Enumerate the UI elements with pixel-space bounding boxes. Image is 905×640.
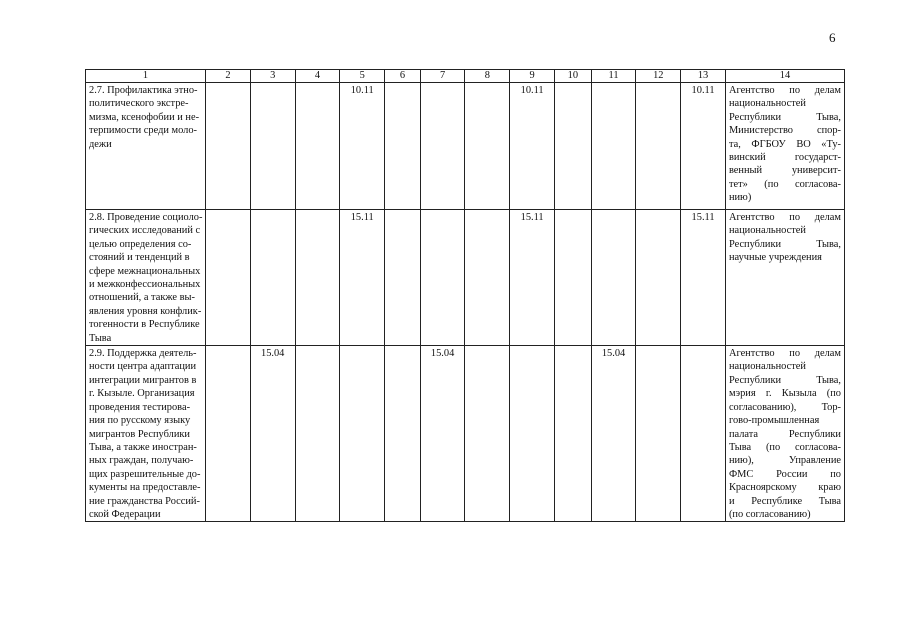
- responsible-line: (по согласованию): [728, 508, 811, 520]
- description-line: тогенности в Республике: [89, 319, 200, 331]
- description-line: явления уровня конфлик-: [89, 305, 202, 317]
- measure-description-cell: [86, 346, 206, 522]
- responsible-line: национальностей: [728, 98, 806, 110]
- description-line: проведения тестирова-: [89, 401, 191, 413]
- description-line: ской Федерации: [89, 508, 161, 520]
- responsible-line: та, ФГБОУ ВО «Ту-: [728, 138, 841, 150]
- description-line: ния по русскому языку: [89, 415, 191, 427]
- date-cell: [510, 346, 555, 522]
- date-cell: [206, 210, 251, 346]
- date-cell: 15.04: [591, 346, 636, 522]
- page-number: 6: [829, 30, 836, 45]
- description-line: целью определения со-: [89, 238, 192, 250]
- column-header: 4: [295, 70, 340, 83]
- date-cell: [250, 210, 295, 346]
- date-cell: [591, 210, 636, 346]
- date-cell: [295, 346, 340, 522]
- column-header: 12: [636, 70, 681, 83]
- date-cell: 10.11: [681, 83, 726, 210]
- responsible-line: Министерство спор-: [728, 125, 841, 137]
- column-header: 11: [591, 70, 636, 83]
- date-cell: [340, 346, 385, 522]
- description-line: сфере межнациональных: [89, 265, 201, 277]
- date-cell: 15.04: [250, 346, 295, 522]
- date-cell: [385, 346, 421, 522]
- date-cell: [555, 346, 592, 522]
- measure-description-cell: [86, 83, 206, 210]
- date-cell: [420, 210, 465, 346]
- date-cell: 10.11: [510, 83, 555, 210]
- responsible-line: согласованию), Тор-: [728, 401, 841, 413]
- responsible-line: мэрия г. Кызыла (по: [728, 388, 841, 400]
- date-cell: [206, 83, 251, 210]
- description-line: ных граждан, получаю-: [89, 455, 194, 467]
- responsible-line: тет» (по согласова-: [728, 178, 841, 190]
- date-cell: 15.11: [510, 210, 555, 346]
- date-cell: [591, 83, 636, 210]
- responsible-line: национальностей: [728, 361, 806, 373]
- column-header: 13: [681, 70, 726, 83]
- description-line: мизма, ксенофобии и не-: [89, 111, 200, 123]
- responsible-line: винский государст-: [728, 152, 841, 164]
- description-line: кументы на предоставле-: [89, 482, 201, 494]
- header-row: [86, 70, 845, 83]
- description-line: 2.7. Профилактика этно-: [89, 85, 198, 96]
- responsible-cell: [725, 210, 844, 346]
- plan-table: [85, 69, 845, 522]
- responsible-line: Агентство по делам: [728, 212, 841, 223]
- description-line: щих разрешительные до-: [89, 468, 201, 480]
- responsible-cell: [725, 83, 844, 210]
- column-header: 5: [340, 70, 385, 83]
- column-header: 6: [385, 70, 421, 83]
- table-row: [86, 346, 845, 522]
- column-header: 8: [465, 70, 510, 83]
- column-header: 2: [206, 70, 251, 83]
- description-line: Тыва, а также иностран-: [89, 441, 197, 453]
- date-cell: [385, 83, 421, 210]
- date-cell: [465, 210, 510, 346]
- date-cell: [250, 83, 295, 210]
- responsible-line: Республики Тыва,: [728, 238, 841, 250]
- responsible-cell: [725, 346, 844, 522]
- date-cell: [636, 83, 681, 210]
- description-line: стояний и тенденций в: [89, 252, 190, 264]
- responsible-line: нию), Управление: [728, 455, 841, 467]
- description-line: мигрантов Республики: [89, 428, 190, 440]
- column-header: 14: [725, 70, 844, 83]
- responsible-line: нию): [728, 192, 752, 204]
- description-line: терпимости среди моло-: [89, 125, 198, 137]
- description-line: отношений, а также вы-: [89, 292, 195, 304]
- description-line: ние гражданства Россий-: [89, 495, 200, 507]
- date-cell: [465, 346, 510, 522]
- responsible-line: палата Республики: [728, 428, 841, 440]
- description-line: политического экстре-: [89, 98, 189, 110]
- responsible-line: Агентство по делам: [728, 348, 841, 360]
- table-row: [86, 83, 845, 210]
- date-cell: [555, 83, 592, 210]
- column-header: 9: [510, 70, 555, 83]
- responsible-line: венный университ-: [728, 165, 841, 177]
- column-header: 3: [250, 70, 295, 83]
- date-cell: [385, 210, 421, 346]
- description-line: г. Кызыле. Организация: [89, 388, 195, 400]
- responsible-line: Красноярскому краю: [728, 482, 841, 494]
- responsible-line: национальностей: [728, 225, 806, 237]
- table-row: [86, 210, 845, 346]
- date-cell: 15.04: [420, 346, 465, 522]
- date-cell: [465, 83, 510, 210]
- date-cell: [420, 83, 465, 210]
- date-cell: 15.11: [340, 210, 385, 346]
- date-cell: [681, 346, 726, 522]
- date-cell: 15.11: [681, 210, 726, 346]
- description-line: интеграции мигрантов в: [89, 374, 197, 386]
- date-cell: [206, 346, 251, 522]
- responsible-line: научные учреждения: [728, 252, 822, 264]
- responsible-line: Тыва (по согласова-: [728, 441, 841, 453]
- date-cell: [636, 346, 681, 522]
- responsible-line: Республики Тыва,: [728, 111, 841, 123]
- date-cell: 10.11: [340, 83, 385, 210]
- description-line: 2.9. Поддержка деятель-: [89, 348, 197, 360]
- responsible-line: гово-промышленная: [728, 415, 820, 427]
- responsible-line: Республики Тыва,: [728, 374, 841, 386]
- date-cell: [636, 210, 681, 346]
- column-header: 10: [555, 70, 592, 83]
- description-line: Тыва: [89, 332, 112, 344]
- column-header: 7: [420, 70, 465, 83]
- description-line: дежи: [89, 138, 112, 150]
- column-header: 1: [86, 70, 206, 83]
- description-line: ности центра адаптации: [89, 361, 197, 373]
- date-cell: [295, 83, 340, 210]
- responsible-line: ФМС России по: [728, 468, 841, 480]
- measure-description-cell: [86, 210, 206, 346]
- date-cell: [555, 210, 592, 346]
- date-cell: [295, 210, 340, 346]
- responsible-line: и Республике Тыва: [728, 495, 841, 507]
- description-line: 2.8. Проведение социоло-: [89, 212, 203, 223]
- description-line: и межконфессиональных: [89, 279, 201, 291]
- responsible-line: Агентство по делам: [728, 85, 841, 96]
- description-line: гических исследований с: [89, 225, 201, 237]
